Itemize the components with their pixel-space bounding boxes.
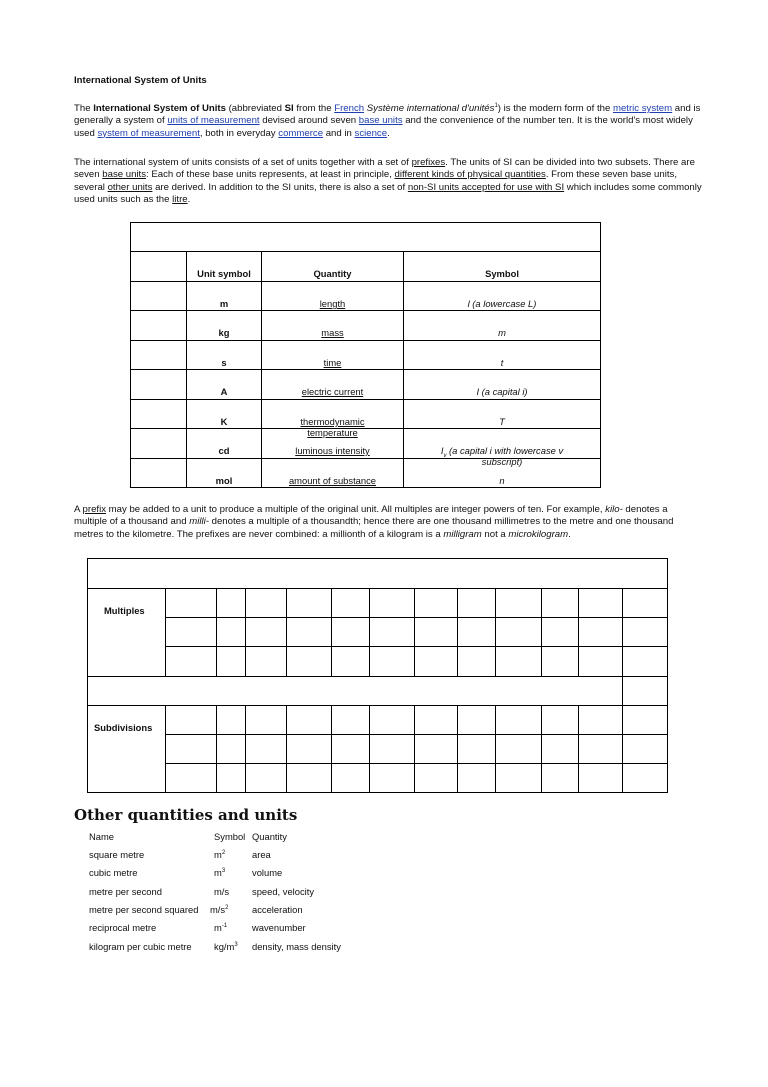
symbol-cell: t bbox=[500, 357, 504, 368]
row-quantity: area bbox=[252, 849, 271, 860]
multiples-label: Multiples bbox=[104, 605, 145, 616]
row-name: metre per second squared bbox=[89, 904, 199, 915]
header-quantity: Quantity bbox=[313, 268, 352, 279]
quantity-cell: time bbox=[323, 357, 342, 368]
page-title: International System of Units bbox=[74, 75, 207, 86]
row-quantity: speed, velocity bbox=[252, 886, 315, 897]
row-name: kilogram per cubic metre bbox=[89, 941, 192, 952]
unit-cell: kg bbox=[218, 327, 230, 338]
symbol-cell: T bbox=[499, 416, 505, 427]
quantity-cell: thermodynamic temperature bbox=[300, 416, 365, 438]
unit-cell: s bbox=[221, 357, 227, 368]
subdivisions-label: Subdivisions bbox=[94, 722, 153, 733]
row-symbol: $m/s^2$ bbox=[210, 904, 229, 915]
link-commerce[interactable]: commerce bbox=[278, 127, 324, 139]
row-symbol: $m^2$ bbox=[214, 849, 226, 860]
link-science[interactable]: science bbox=[354, 127, 388, 139]
link-system-of-measurement[interactable]: system of measurement bbox=[97, 127, 200, 139]
row-quantity: density, mass density bbox=[252, 941, 341, 952]
row-symbol: $kg/m^3$ bbox=[214, 941, 238, 952]
row-quantity: acceleration bbox=[252, 904, 303, 915]
col-header-symbol: Symbol bbox=[214, 831, 246, 842]
row-name: reciprocal metre bbox=[89, 922, 157, 933]
unit-cell: A bbox=[220, 386, 228, 397]
link-french[interactable]: French bbox=[334, 103, 365, 114]
header-symbol: Symbol bbox=[485, 268, 519, 279]
unit-cell: K bbox=[220, 416, 228, 427]
row-name: square metre bbox=[89, 849, 145, 860]
quantity-cell: luminous intensity bbox=[295, 445, 370, 456]
row-name: metre per second bbox=[89, 886, 162, 897]
quantity-cell: mass bbox=[321, 327, 344, 338]
quantity-cell: amount of substance bbox=[288, 475, 377, 486]
symbol-cell: $I_v$ (a capital i with lowercase v subscript) bbox=[440, 445, 564, 467]
unit-cell: mol bbox=[215, 475, 233, 486]
intro-paragraph: The International System of Units (abbreviated SI from the French Système international d'unités$^1$) is the modern form of the metric system and is generally a system of units of measurement devised around seven base units and the convenience of the number ten. It is the world's most widely used system of measurement, both in everyday commerce and in science. bbox=[74, 102, 701, 139]
symbol-cell: l (a lowercase L) bbox=[467, 298, 537, 309]
row-quantity: volume bbox=[252, 867, 283, 878]
header-unit-symbol: Unit symbol bbox=[197, 268, 251, 279]
link-metric-system[interactable]: metric system bbox=[612, 103, 673, 114]
row-symbol: m/s bbox=[214, 886, 230, 897]
unit-cell: cd bbox=[218, 445, 230, 456]
row-symbol: $m^{-1}$ bbox=[214, 922, 228, 933]
symbol-cell: n bbox=[499, 475, 505, 486]
col-header-quantity: Quantity bbox=[252, 831, 287, 842]
other-quantities-heading: Other quantities and units bbox=[74, 806, 298, 824]
row-quantity: wavenumber bbox=[252, 922, 306, 933]
row-name: cubic metre bbox=[89, 867, 138, 878]
quantity-cell: electric current bbox=[301, 386, 364, 397]
unit-cell: m bbox=[219, 298, 229, 309]
row-symbol: $m^3$ bbox=[214, 867, 226, 878]
link-units-of-measurement[interactable]: units of measurement bbox=[167, 115, 260, 127]
si-subsets-paragraph: The international system of units consists of a set of units together with a set of prefixes. The units of SI can be divided into two subsets. There are seven base units: Each of these base units represents, at least in principle, different kinds of physical quantities. From these seven base units, several other units are derived. In addition to the SI units, there is also a set of non-SI units accepted for use with SI which includes some commonly used units such as the litre. bbox=[74, 157, 702, 205]
col-header-name: Name bbox=[89, 831, 115, 842]
symbol-cell: I (a capital i) bbox=[476, 386, 528, 397]
link-base-units[interactable]: base units bbox=[358, 115, 403, 127]
prefix-paragraph: A prefix may be added to a unit to produce a multiple of the original unit. All multiples are integer powers of ten. For example, kilo- denotes a multiple of a thousand and milli- denotes a multiple of a thousandth; hence there are one thousand millimetres to the metre and one thousand metres to the kilometre. The prefixes are never combined: a millionth of a kilogram is a milligram not a microkilogram. bbox=[74, 504, 674, 540]
quantity-cell: length bbox=[319, 298, 346, 309]
symbol-cell: m bbox=[498, 327, 506, 338]
